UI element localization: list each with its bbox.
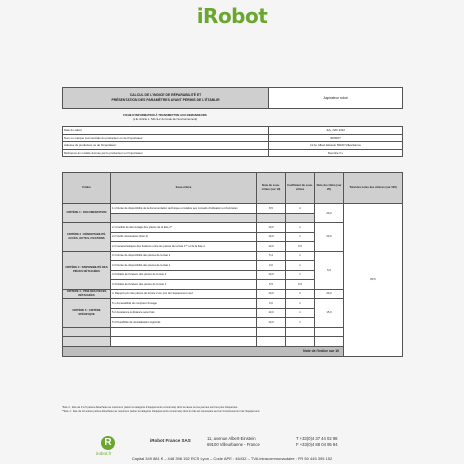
sub-criteria-coef: 1	[286, 270, 315, 280]
sub-criteria-coef: 1	[286, 318, 315, 328]
info-label: Adresse du producteur ou de l'importateur	[63, 142, 269, 150]
criteria-name: CRITÈRE 1 : DOCUMENTATION	[63, 204, 111, 223]
header-sub-score: Note du sous-critère (sur 10)	[257, 173, 286, 204]
sub-criteria-coef: 2	[286, 204, 315, 214]
sub-criteria-note: 5,5	[257, 280, 286, 290]
header-criteria: Critère	[63, 173, 111, 204]
criteria-name: CRITÈRE 5 : CRITÈRE SPÉCIFIQUE	[63, 299, 111, 328]
product-type: Aspirateur robot	[269, 88, 403, 109]
table-row	[63, 204, 403, 214]
total-score: 80,5	[344, 204, 403, 357]
address-line-2: 69100 Villeurbanne - France	[207, 441, 260, 447]
sub-criteria-note: 10,0	[257, 318, 286, 328]
sub-criteria-coef	[286, 213, 315, 223]
notice-line-2: (L.E. Article L. 541-9-2 du Code de l'environnement)	[132, 117, 198, 121]
info-label: Date du calcul	[63, 127, 269, 135]
footnote-1: *liste 2 : liste de 3 à 5 pièces détachées au maximum (selon la catégorie d'équipements concernée) dont la casse ou les pannes sont les plus fréquentes.	[62, 406, 238, 409]
sub-criteria-note: 10,0	[257, 308, 286, 318]
info-table	[62, 126, 403, 157]
phone-number: T +33(0)4 37 44 02 98	[296, 436, 338, 441]
info-value: Roomba i7+	[269, 149, 403, 157]
criteria-name: CRITÈRE 2 : DÉMONTABILITÉ, ACCÈS, OUTILS, FIXATIONS	[63, 223, 111, 252]
sub-criteria-coef: 2	[286, 289, 315, 299]
criteria-score: 5,6	[315, 251, 344, 289]
sub-criteria-coef: 1	[286, 223, 315, 233]
sub-criteria-label	[111, 213, 257, 223]
criteria-score: 20,0	[315, 204, 344, 223]
irobot-footer-icon: R	[101, 436, 115, 450]
sub-criteria-coef: 1	[286, 299, 315, 309]
fax-number: F +33(0)4 88 04 95 94	[296, 441, 338, 447]
address-line-1: 11, avenue Albert-Einstein	[207, 436, 256, 441]
info-label: Référence du modèle donnée par le producteur ou l'importateur	[63, 149, 269, 157]
sub-criteria-label: 5.1 Accessibilité du compteur d'usage	[111, 299, 257, 309]
criteria-name: CRITÈRE 4 : PRIX DES PIÈCES DÉTACHÉES	[63, 289, 111, 299]
notice-line-1: FICHE D'INFORMATION À TRANSMETTRE AUX DEMANDEURS	[123, 113, 207, 117]
sub-criteria-coef: 1	[286, 308, 315, 318]
sub-criteria-note: 10,0	[257, 232, 286, 242]
table-header-row	[63, 173, 403, 204]
sub-criteria-note: 0,0	[257, 261, 286, 271]
header-coefficient: Coefficient du sous-critère	[286, 173, 315, 204]
sub-criteria-label: 3.1 Durée de disponibilité des pièces de la liste 2	[111, 251, 257, 261]
header-sub-criteria: Sous-critère	[111, 173, 257, 204]
sub-criteria-coef: 1	[286, 261, 315, 271]
info-row	[63, 127, 403, 135]
footnotes	[62, 406, 402, 413]
criteria-name: CRITÈRE 3 : DISPONIBILITÉ DES PIÈCES DÉTACHÉES	[63, 251, 111, 289]
sub-criteria-note: 5,4	[257, 251, 286, 261]
criteria-score: 20,0	[315, 289, 344, 299]
header-criteria-score: Note du critère (sur 20)	[315, 173, 344, 204]
sub-criteria-note: 10,0	[257, 242, 286, 252]
sub-criteria-label: 4. Rapport prix des pièces de la liste 2 sur prix de l'équipement neuf	[111, 289, 257, 299]
sub-criteria-label: 5.2 Assistance à distance sans frais	[111, 308, 257, 318]
sub-criteria-label: 5.3 Possibilité de réinitialisation logicielle	[111, 318, 257, 328]
company-contact	[296, 436, 338, 447]
title-line-1: CALCUL DE L'INDICE DE RÉPARABILITÉ ET	[129, 93, 202, 97]
sub-criteria-coef: 0,5	[286, 280, 315, 290]
website-link[interactable]: irobot.fr	[96, 451, 112, 456]
sub-criteria-label: 3.3 Délais de livraison des pièces de la liste 2	[111, 270, 257, 280]
final-score-label: Note de l'indice sur 10	[63, 346, 344, 356]
info-value: July, 22th 2022	[269, 127, 403, 135]
sub-criteria-label: 2.2 Outils nécessaires (liste 2)	[111, 232, 257, 242]
sub-criteria-note: 0,0	[257, 299, 286, 309]
info-value: 11 Av. Albert Einstein 69100 Villeurbanne	[269, 142, 403, 150]
info-label: Nom ou marque commerciale du producteur ou de l'importateur	[63, 134, 269, 142]
sub-criteria-coef: 1	[286, 232, 315, 242]
notice-block	[62, 113, 268, 121]
sub-criteria-label: 3.4 Délais de livraison des pièces de la liste 1	[111, 280, 257, 290]
sub-criteria-note: 10,0	[257, 289, 286, 299]
company-name: iRobot France SAS	[150, 438, 191, 443]
info-value: IROBOT	[269, 134, 403, 142]
irobot-logo: iRobot	[196, 4, 268, 28]
sub-criteria-label: 2.1 Facilité de démontage des pièces de la liste 2*	[111, 223, 257, 233]
info-row	[63, 134, 403, 142]
document-title	[63, 88, 269, 109]
info-row	[63, 142, 403, 150]
sub-criteria-note: 8,5	[257, 204, 286, 214]
sub-criteria-label: 1.1 Durée de disponibilité de la documentation technique et relative aux conseils d'utilisation et d'entretien	[111, 204, 257, 214]
sub-criteria-coef: 1	[286, 251, 315, 261]
legal-line: Capital 349 881 € – 448 398 152 RCS Lyon – Code APE : 4643Z – TVA intracommunautaire : FR 50 445 395 152	[131, 456, 333, 461]
sub-criteria-note: 10,0	[257, 270, 286, 280]
sub-criteria-label: 2.3 Caractéristiques des fixations entre les pièces de la liste 1** et de la liste 2	[111, 242, 257, 252]
criteria-score: 15,0	[315, 299, 344, 328]
title-table	[62, 87, 403, 109]
header-total-score: Total des notes des critères (sur 100)	[344, 173, 403, 204]
title-line-2: PRÉSENTATION DES PARAMÈTRES AYANT PERMIS DE L'ÉTABLIR	[111, 98, 220, 102]
company-address	[207, 436, 260, 447]
sub-criteria-coef: 0,5	[286, 242, 315, 252]
scoring-table	[62, 172, 403, 357]
info-row	[63, 149, 403, 157]
sub-criteria-label: 3.2 Durée de disponibilité des pièces de la liste 1	[111, 261, 257, 271]
footnote-2: **liste 1 : liste de 10 autres pièces détachées au maximum (selon la catégorie d'équipements concernée) dont le rôle est nécessaire au bon fonctionnement de l'équipement.	[62, 409, 261, 413]
sub-criteria-note	[257, 213, 286, 223]
sub-criteria-note: 10,0	[257, 223, 286, 233]
criteria-score: 20,0	[315, 223, 344, 252]
